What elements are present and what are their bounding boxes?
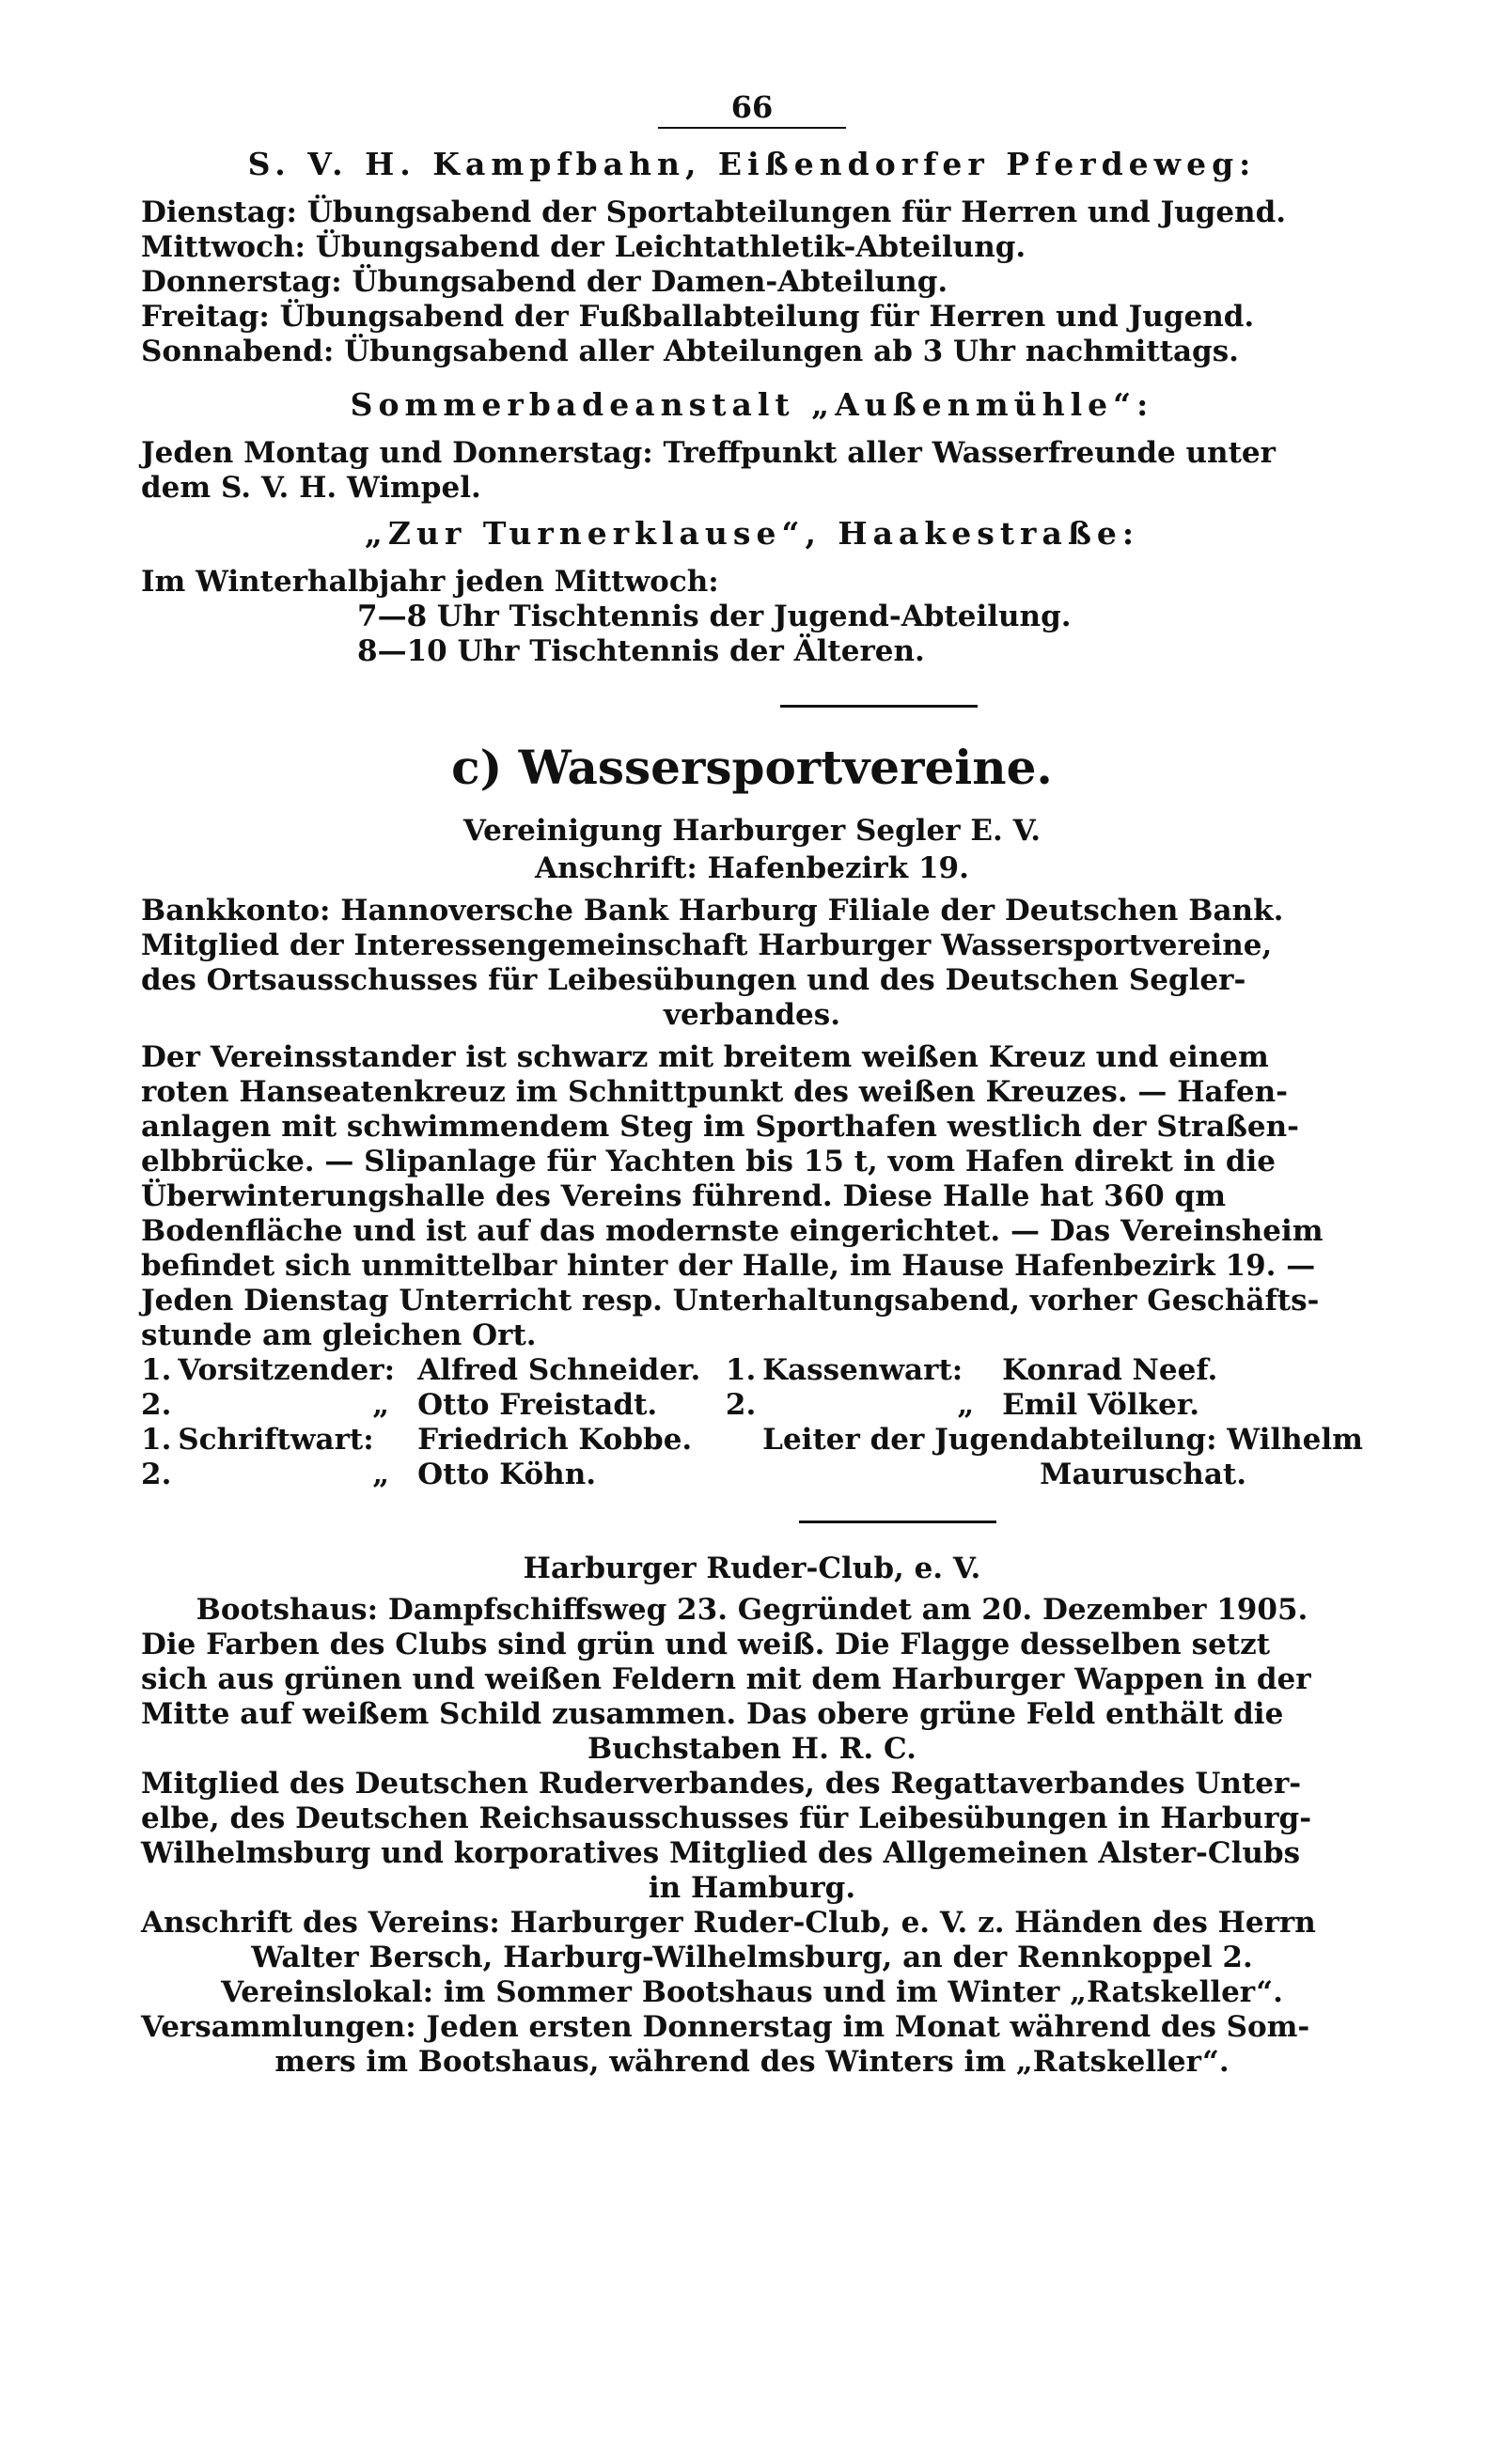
text-line: sich aus grünen und weißen Feldern mit dem Harburger Wappen in der — [141, 1662, 1311, 1696]
text-line: anlagen mit schwimmendem Steg im Sporthafen westlich der Straßen- — [141, 1110, 1300, 1144]
turnerklause-text — [141, 565, 1363, 669]
officer-role: „ — [957, 1388, 975, 1422]
text-line: Bodenfläche und ist auf das modernste eingerichtet. — Das Vereinsheim — [141, 1214, 1324, 1248]
officers-table — [141, 1353, 1363, 1492]
officer-name: Emil Völker. — [1002, 1388, 1200, 1422]
officer-role: Schriftwart: — [178, 1423, 374, 1457]
text-line: Anschrift des Vereins: Harburger Ruder-Club, e. V. z. Händen des Herrn — [141, 1906, 1316, 1940]
text-line: elbbrücke. — Slipanlage für Yachten bis 15 t, vom Hafen direkt in die — [141, 1145, 1277, 1178]
text-line: Überwinterungshalle des Vereins führend. Diese Halle hat 360 qm — [141, 1179, 1227, 1213]
officer-number: 2. — [141, 1458, 172, 1491]
officer-role: „ — [372, 1458, 390, 1491]
text-line: Jeden Dienstag Unterricht resp. Unterhaltungsabend, vorher Geschäfts- — [141, 1284, 1320, 1318]
schedule-line: Dienstag: Übungsabend der Sportabteilungen für Herren und Jugend. — [141, 195, 1287, 229]
schedule-line: Sonnabend: Übungsabend aller Abteilungen ab 3 Uhr nachmittags. — [141, 335, 1239, 368]
segler-bank-block — [141, 894, 1363, 1033]
text-line: Walter Bersch, Harburg-Wilhelmsburg, an der Rennkoppel 2. — [251, 1941, 1253, 1974]
officer-number: 1. — [725, 1353, 757, 1387]
text-line: Versammlungen: Jeden ersten Donnerstag im Monat während des Som- — [141, 2010, 1310, 2044]
table-row — [141, 1458, 1363, 1492]
table-row — [141, 1423, 1363, 1458]
text-line: Buchstaben H. R. C. — [588, 1732, 916, 1766]
text-line: Bankkonto: Hannoversche Bank Harburg Filiale der Deutschen Bank. — [141, 894, 1284, 928]
table-row — [141, 1353, 1363, 1388]
kampfbahn-schedule — [141, 195, 1363, 369]
segler-description — [141, 1040, 1363, 1353]
officer-name: Konrad Neef. — [1002, 1353, 1218, 1387]
text-line: stunde am gleichen Ort. — [141, 1318, 537, 1352]
table-row — [141, 1388, 1363, 1423]
ruderclub-text — [141, 1593, 1363, 2080]
officer-number: 2. — [141, 1388, 172, 1422]
section-divider — [780, 705, 978, 708]
segler-address: Anschrift: Hafenbezirk 19. — [535, 851, 969, 885]
text-line: Jeden Montag und Donnerstag: Treffpunkt aller Wasserfreunde unter — [141, 436, 1276, 470]
officer-role: Kassenwart: — [762, 1353, 964, 1387]
section-title: c) Wassersportvereine. — [451, 740, 1053, 795]
text-line: elbe, des Deutschen Reichsausschusses für Leibesübungen in Harburg- — [141, 1801, 1312, 1835]
text-line: Vereinslokal: im Sommer Bootshaus und im Winter „Ratskeller“. — [221, 1975, 1283, 2009]
sommerbad-heading: Sommerbadeanstalt „Außenmühle“: — [350, 386, 1154, 423]
officer-number — [726, 1423, 762, 1458]
text-line: Mitte auf weißem Schild zusammen. Das obere grüne Feld enthält die — [141, 1697, 1284, 1731]
text-line: roten Hanseatenkreuz im Schnittpunkt des weißen Kreuzes. — Hafen- — [141, 1075, 1289, 1109]
officer-name: Mauruschat. — [1040, 1458, 1247, 1491]
text-line: Bootshaus: Dampfschiffsweg 23. Gegründet am 20. Dezember 1905. — [196, 1593, 1308, 1627]
text-line: 8—10 Uhr Tischtennis der Älteren. — [357, 634, 925, 668]
text-line: in Hamburg. — [648, 1871, 856, 1905]
text-line: Mitglied des Deutschen Ruderverbandes, des Regattaverbandes Unter- — [141, 1767, 1302, 1801]
officer-role: Leiter der Jugendabteilung: Wilhelm — [762, 1423, 1363, 1457]
officer-role — [762, 1458, 1002, 1492]
sommerbad-text — [141, 436, 1363, 506]
text-line: Wilhelmsburg und korporatives Mitglied des Allgemeinen Alster-Clubs — [141, 1836, 1301, 1870]
kampfbahn-heading: S. V. H. Kampfbahn, Eißendorfer Pferdeweg: — [247, 146, 1257, 182]
text-line: 7—8 Uhr Tischtennis der Jugend-Abteilung. — [357, 600, 1072, 633]
officer-number: 1. — [141, 1353, 172, 1387]
officer-name: Alfred Schneider. — [417, 1353, 701, 1387]
segler-title: Vereinigung Harburger Segler E. V. — [462, 814, 1042, 848]
ruderclub-title: Harburger Ruder-Club, e. V. — [523, 1552, 981, 1585]
officer-role: Vorsitzender: — [178, 1353, 396, 1387]
officer-number — [726, 1458, 762, 1492]
officer-name: Otto Freistadt. — [417, 1388, 658, 1422]
section-divider — [799, 1521, 996, 1523]
schedule-line: Donnerstag: Übungsabend der Damen-Abteilung. — [141, 265, 948, 299]
text-line: Im Winterhalbjahr jeden Mittwoch: — [141, 565, 719, 599]
schedule-line: Freitag: Übungsabend der Fußballabteilung für Herren und Jugend. — [141, 300, 1255, 334]
text-line: dem S. V. H. Wimpel. — [141, 471, 481, 505]
schedule-line: Mittwoch: Übungsabend der Leichtathletik-Abteilung. — [141, 230, 1026, 264]
officer-name: Otto Köhn. — [417, 1458, 597, 1491]
text-line: des Ortsausschusses für Leibesübungen und des Deutschen Segler- — [141, 963, 1246, 997]
text-line: mers im Bootshaus, während des Winters im „Ratskeller“. — [274, 2045, 1230, 2079]
officer-number: 1. — [141, 1423, 172, 1457]
text-line: Der Vereinsstander ist schwarz mit breitem weißen Kreuz und einem — [141, 1040, 1269, 1074]
officer-role: „ — [372, 1388, 390, 1422]
text-line: befindet sich unmittelbar hinter der Halle, im Hause Hafenbezirk 19. — — [141, 1249, 1316, 1283]
text-line: Die Farben des Clubs sind grün und weiß. Die Flagge desselben setzt — [141, 1628, 1271, 1661]
officer-name: Friedrich Kobbe. — [417, 1423, 693, 1457]
text-line: verbandes. — [663, 998, 840, 1032]
text-line: Mitglied der Interessengemeinschaft Harburger Wassersportvereine, — [141, 928, 1273, 962]
page-number: 66 — [658, 89, 846, 129]
officer-number: 2. — [725, 1388, 757, 1422]
turnerklause-heading: „Zur Turnerklause“, Haakestraße: — [364, 515, 1140, 552]
